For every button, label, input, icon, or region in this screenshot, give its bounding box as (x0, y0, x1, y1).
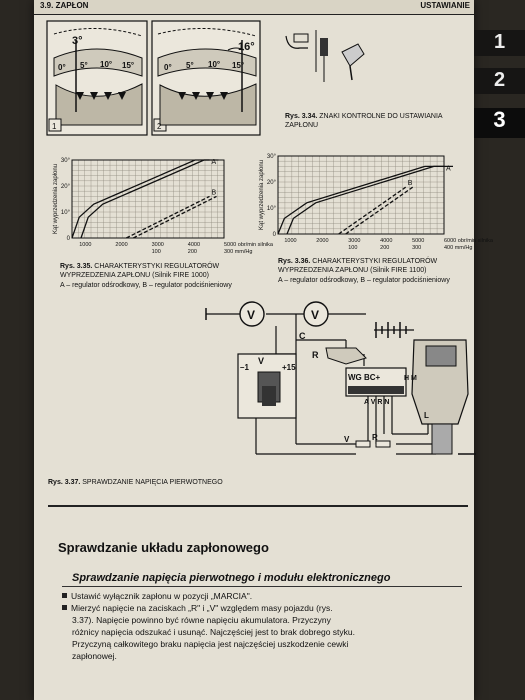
panel1-angle: 3° (72, 35, 83, 47)
chart-3-36 (256, 146, 493, 264)
fig-334-number: Rys. 3.34. (285, 113, 318, 120)
scale2-5: 5° (186, 61, 194, 70)
y-axis-label: Kąt wyprzedzenia zapłonu (259, 159, 265, 231)
label-r-bottom: R (372, 433, 378, 442)
x-tick-label: 3000 (151, 242, 164, 248)
bullet-2-line-2: 3.37). Napięcie powinno być równe napięciu akumulatora. Przyczyny (72, 615, 331, 625)
fig-337-text: SPRAWDZANIE NAPIĘCIA PIERWOTNEGO (82, 479, 223, 486)
fig-334-caption (285, 112, 465, 130)
x-tick-label-secondary: 300 (412, 245, 422, 251)
fig-335-legend: A – regulator odśrodkowy, B – regulator podciśnieniowy (60, 282, 232, 289)
scale-15: 15° (122, 61, 135, 70)
y-axis-label: Kąt wyprzedzenia zapłonu (53, 163, 59, 235)
chapter-tab-1[interactable]: 1 (474, 30, 525, 56)
label-r: R (312, 350, 319, 360)
list-item (62, 602, 464, 614)
subsection-title: Sprawdzanie napięcia pierwotnego i modułu elektronicznego (72, 572, 391, 584)
x-tick-label-secondary: 100 (151, 249, 161, 255)
x-tick-label-secondary: 200 (187, 249, 197, 255)
fig-336-caption (278, 257, 474, 275)
x-tick-label: 2000 (115, 242, 128, 248)
section-divider (48, 505, 468, 507)
bullet-2-line-4: Przyczyną całkowitego braku napięcia jest najczęściej uszkodzenie cewki (72, 639, 349, 649)
x-tick-label-secondary: 300 mm/Hg (224, 249, 253, 255)
x-tick-label: 5000 obr/min silnika (224, 242, 273, 248)
y-tick-label: 20° (266, 180, 276, 186)
label-wgbc: WG BC+ (348, 373, 381, 382)
page-header (34, 0, 474, 15)
label-hm: H M (404, 375, 417, 382)
voltmeter-1: V (247, 308, 256, 322)
series-a-line (287, 166, 453, 234)
y-tick-label: 10° (60, 210, 70, 216)
fig-337-number: Rys. 3.37. (48, 479, 81, 486)
y-tick-label: 30° (266, 154, 276, 160)
y-tick-label: 30° (60, 158, 70, 164)
x-tick-label: 5000 (412, 238, 425, 244)
bullet-2-line-5: zapłonowej. (72, 651, 117, 661)
series-b-label: B (211, 189, 217, 197)
instruction-list (62, 590, 464, 662)
label-v-bottom: V (344, 435, 350, 444)
y-tick-label: 10° (266, 206, 276, 212)
x-tick-label: 4000 (380, 238, 393, 244)
label-c: C (299, 331, 306, 341)
label-v: V (258, 356, 265, 366)
subsection-rule (62, 586, 462, 587)
series-a-line (72, 160, 210, 238)
chapter-tab-2[interactable]: 2 (474, 68, 525, 94)
y-tick-label: 20° (60, 184, 70, 190)
x-tick-label: 3000 (348, 238, 361, 244)
fig-334-text: ZNAKI KONTROLNE DO USTAWIANIA ZAPŁONU (285, 113, 443, 129)
panel2-number: 2 (157, 122, 162, 131)
bullet-2-line-3: różnicy napięcia odszukać i usunąć. Najczęściej jest to brak dobrego styku. (72, 627, 356, 637)
timing-marks-figure (46, 20, 262, 138)
fig-336-legend: A – regulator odśrodkowy, B – regulator podciśnieniowy (278, 277, 450, 284)
panel1-number: 1 (52, 122, 57, 131)
label-minus1: –1 (240, 363, 249, 372)
voltmeter-2: V (311, 308, 320, 322)
scale2-0: 0° (164, 63, 172, 72)
scale2-15: 15° (232, 61, 245, 70)
scale-0: 0° (58, 63, 66, 72)
scale-5: 5° (80, 61, 88, 70)
section-header: 3.9. ZAPŁON (40, 1, 89, 10)
label-avrn: A V R N (364, 399, 390, 406)
x-tick-label-secondary: 200 (380, 245, 390, 251)
list-item (62, 590, 464, 602)
scale-10: 10° (100, 60, 113, 69)
x-tick-label: 2000 (316, 238, 329, 244)
fig-335-caption (60, 262, 260, 280)
x-tick-label-secondary: 100 (348, 245, 358, 251)
fig-337-caption (48, 478, 308, 487)
bullet-2-line-1: Mierzyć napięcie na zaciskach „R" i „V" względem masy pojazdu (rys. (71, 603, 333, 613)
fig-336-number: Rys. 3.36. (278, 258, 311, 265)
x-tick-label: 4000 (187, 242, 201, 248)
label-plus15: +15 (282, 363, 296, 372)
series-a-label: A (211, 159, 217, 166)
series-b-label: B (407, 180, 413, 188)
chart-3-35 (50, 150, 273, 268)
bullet-icon (62, 605, 67, 610)
fig-335-text: CHARAKTERYSTYKI REGULATORÓW WYPRZEDZENIA ZAPŁONU (Silnik FIRE 1000) (60, 263, 220, 279)
x-tick-label-secondary: 400 mm/Hg (444, 245, 473, 251)
label-l: L (424, 411, 429, 420)
bullet-1-text: Ustawić wyłącznik zapłonu w pozycji „MARCIA". (71, 591, 253, 601)
series-a-label: A (446, 165, 451, 173)
x-tick-label: 6000 obr/min silnika (444, 238, 493, 244)
x-tick-label: 1000 (284, 238, 297, 244)
y-tick-label: 0 (66, 236, 70, 242)
timing-light-sketch (280, 22, 380, 92)
panel2-angle: 16° (238, 41, 255, 53)
bullet-icon (62, 593, 67, 598)
chapter-tab-3[interactable]: 3 (474, 108, 525, 138)
chapter-header: USTAWIANIE (420, 1, 470, 10)
x-tick-label: 1000 (79, 242, 92, 248)
section-title: Sprawdzanie układu zapłonowego (58, 540, 269, 555)
fig-335-number: Rys. 3.35. (60, 263, 93, 270)
fig-336-text: CHARAKTERYSTYKI REGULATORÓW WYPRZEDZENIA ZAPŁONU (Silnik FIRE 1100) (278, 258, 438, 274)
scale2-10: 10° (208, 60, 221, 69)
wiring-diagram (196, 294, 476, 476)
y-tick-label: 0 (272, 232, 276, 238)
